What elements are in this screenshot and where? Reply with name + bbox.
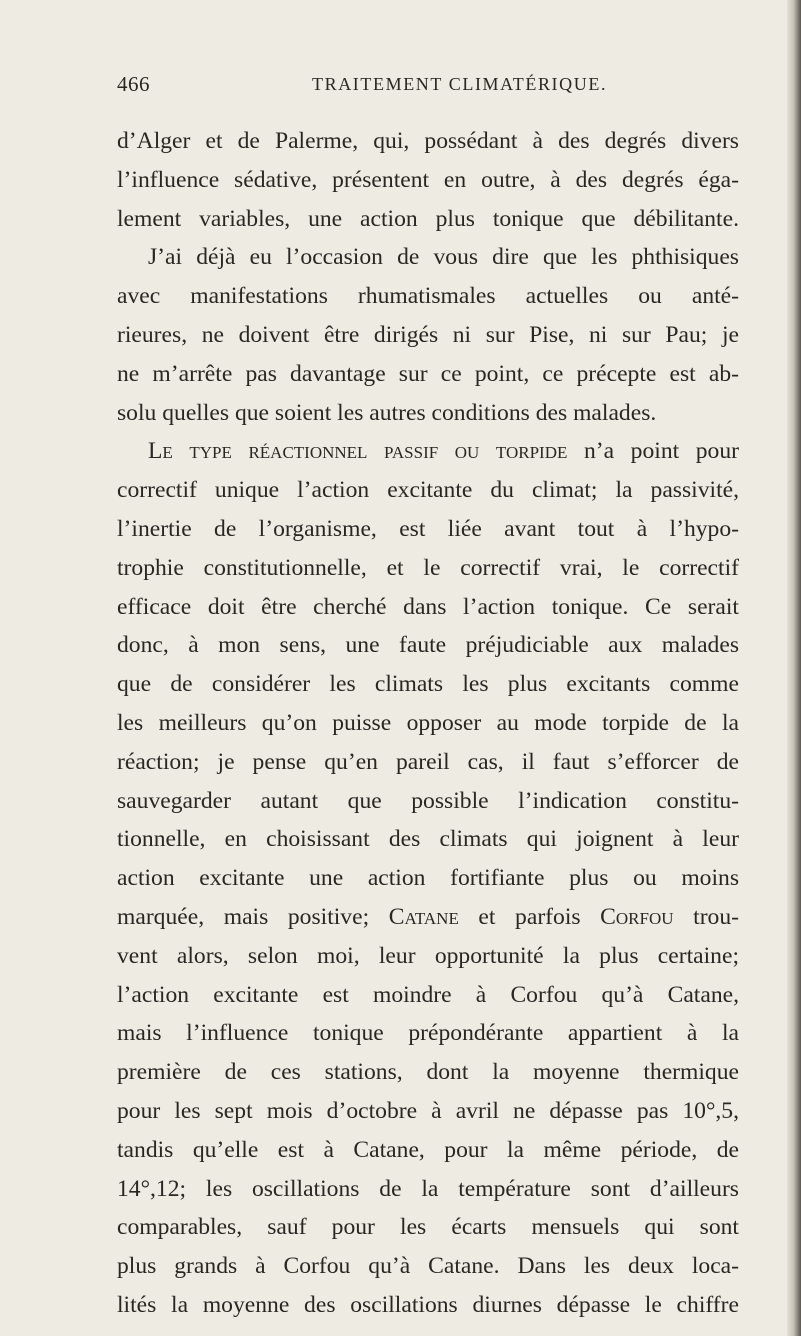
page-binding-edge [787, 0, 801, 1336]
text-line: d’Alger et de Palerme, qui, possédant à des degrés divers [117, 128, 739, 154]
paragraph-first-line: J’ai déjà eu l’occasion de vous dire que les phthisiques [148, 244, 739, 271]
running-title: TRAITEMENT CLIMATÉRIQUE. [312, 74, 608, 94]
text-line: avec manifestations rhumatismales actuelles ou anté- [117, 283, 739, 310]
text-line: l’influence sédative, présentent en outre, à des degrés éga- [117, 166, 739, 193]
text-line: trophie constitutionnelle, et le correctif vrai, le correctif [117, 554, 739, 581]
small-caps-heading: Le type réactionnel passif ou torpide [148, 438, 568, 465]
text-line: tionnelle, en choisissant des climats qui joignent à leur [117, 826, 739, 853]
text-line: plus grands à Corfou qu’à Catane. Dans les deux loca- [117, 1253, 739, 1280]
text-line: comparables, sauf pour les écarts mensuels qui sont [117, 1214, 739, 1241]
text-line: 14°,12; les oscillations de la température sont d’ailleurs [117, 1175, 739, 1202]
paragraph-first-line: Le type réactionnel passif ou torpide n’a point pour [148, 438, 739, 465]
text-line: sauvegarder autant que possible l’indication constitu- [117, 787, 739, 814]
text-line: correctif unique l’action excitante du climat; la passivité, [117, 477, 739, 504]
paragraph-last-line: solu quelles que soient les autres conditions des malades. [117, 399, 657, 426]
text-line: lement variables, une action plus tonique que débilitante. [117, 205, 739, 232]
text-line: mais l’influence tonique prépondérante appartient à la [117, 1020, 739, 1047]
text-line: l’action excitante est moindre à Corfou qu’à Catane, [117, 981, 739, 1008]
text-line: pour les sept mois d’octobre à avril ne dépasse pas 10°,5, [117, 1097, 739, 1124]
text-line: rieures, ne doivent être dirigés ni sur Pise, ni sur Pau; je [117, 321, 739, 348]
text-line: lités la moyenne des oscillations diurnes dépasse le chiffre [117, 1291, 739, 1318]
text-line: vent alors, selon moi, leur opportunité la plus certaine; [117, 942, 739, 969]
place-name-corfou: Corfou [600, 903, 674, 930]
running-head [117, 60, 737, 100]
text-line: les meilleurs qu’on puisse opposer au mode torpide de la [117, 709, 739, 736]
page-number: 466 [117, 72, 150, 96]
text-line: efficace doit être cherché dans l’action tonique. Ce serait [117, 593, 739, 620]
text-line: réaction; je pense qu’en pareil cas, il faut s’efforcer de [117, 748, 739, 775]
text-line: marquée, mais positive; Catane et parfois Corfou trou- [117, 903, 740, 930]
text-line: ne m’arrête pas davantage sur ce point, ce précepte est ab- [117, 360, 739, 387]
text-line: donc, à mon sens, une faute préjudiciable aux malades [117, 632, 739, 659]
place-name-catane: Catane [388, 903, 459, 930]
text-line: première de ces stations, dont la moyenne thermique [117, 1059, 739, 1086]
body-text [117, 122, 739, 1325]
text-line: tandis qu’elle est à Catane, pour la même période, de [117, 1136, 739, 1163]
text-line: action excitante une action fortifiante plus ou moins [117, 865, 739, 892]
text-line: que de considérer les climats les plus excitants comme [117, 671, 739, 698]
text-line: l’inertie de l’organisme, est liée avant tout à l’hypo- [117, 515, 739, 542]
